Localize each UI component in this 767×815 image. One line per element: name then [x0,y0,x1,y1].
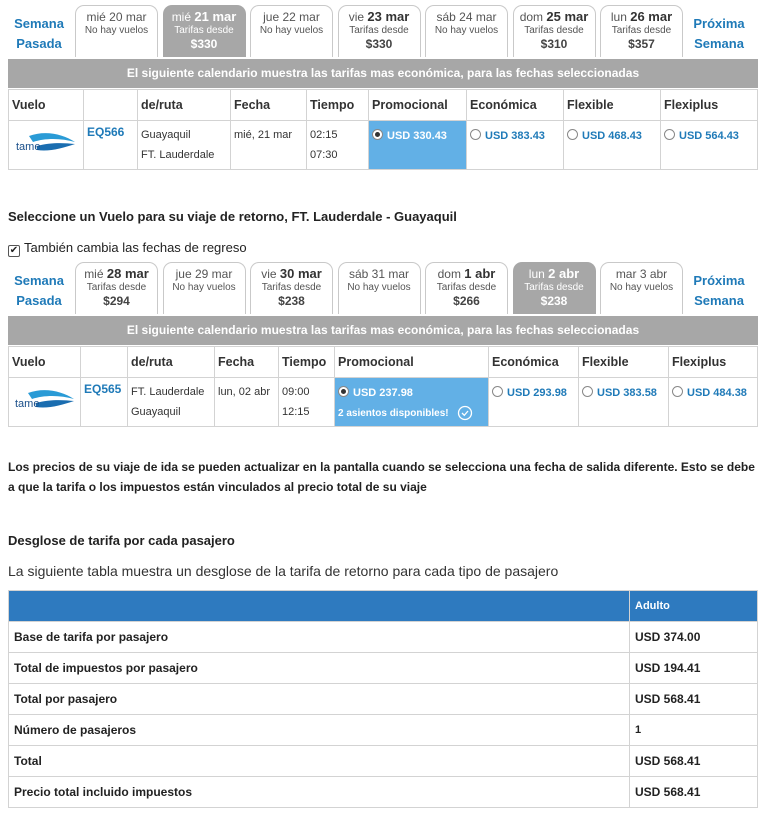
radio-icon[interactable] [664,129,675,140]
tab-date: 23 mar [367,9,410,24]
breakdown-label: Total por pasajero [9,684,630,715]
tab-date: 3 abr [639,267,668,281]
economy-fare-option[interactable]: USD 293.98 [489,378,579,427]
radio-icon[interactable] [492,386,503,397]
tab-day: sáb [348,267,369,281]
tab-status: Tarifas desde [349,25,409,36]
next-week-link[interactable]: Próxima Semana [693,273,745,308]
tab-status: Tarifas desde [261,282,322,293]
breakdown-value: USD 568.41 [630,777,758,808]
tab-date: 20 mar [109,10,147,24]
radio-icon[interactable] [582,386,593,397]
tab-day: vie [348,10,365,24]
flight-number[interactable]: EQ566 [87,125,125,139]
date-tab[interactable] [425,5,508,57]
col-date: Fecha [231,90,307,121]
tab-date: 2 abr [548,266,580,281]
calendar-notice: El siguiente calendario muestra las tarifas mas económica, para las fechas seleccionadas [8,59,758,88]
breakdown-label: Precio total incluido impuestos [9,777,630,808]
radio-icon[interactable] [567,129,578,140]
outbound-date-bar [8,5,758,57]
tab-status: No hay vuelos [609,282,674,293]
return-dates-checkbox[interactable]: ✔ También cambia las fechas de regreso [9,240,247,256]
col-flight: Vuelo [9,90,84,121]
tab-status: Tarifas desde [436,282,497,293]
date-tab[interactable] [600,5,683,57]
col-flexiplus: Flexiplus [661,90,758,121]
flexiplus-fare-option[interactable]: USD 564.43 [661,121,758,170]
tab-status: No hay vuelos [172,282,236,293]
tab-status: Tarifas desde [86,282,147,293]
tab-date: 29 mar [195,267,233,281]
tab-day: mar [615,267,637,281]
tab-status: Tarifas desde [524,282,584,293]
date-tab[interactable] [163,262,246,314]
next-week-link[interactable]: Próxima Semana [693,16,745,51]
flight-date: lun, 02 abr [215,378,279,427]
radio-selected-icon[interactable] [338,386,349,397]
breakdown-label: Base de tarifa por pasajero [9,622,630,653]
price-update-notice: Los precios de su viaje de ida se pueden actualizar en la pantalla cuando se selecciona una fecha de salida diferente. Esto se debe a que la tarifa o los impuestos están vinculados al precio total de su viaje [8,460,755,494]
seats-available: 2 asientos disponibles! [338,407,449,419]
col-economy: Económica [467,90,564,121]
col-flight-number [84,90,138,121]
tab-day: dom [437,267,461,281]
arrive-time: 12:15 [282,406,310,418]
table-row [9,746,758,777]
depart-time: 09:00 [282,386,310,398]
tab-date: 26 mar [630,9,673,24]
date-tab[interactable] [250,262,333,314]
table-header-row [9,90,758,121]
tab-date: 21 mar [194,9,237,24]
col-flexiplus: Flexiplus [669,347,758,378]
col-flexible: Flexible [564,90,661,121]
return-date-bar [8,262,758,314]
flexible-fare-option[interactable]: USD 383.58 [579,378,669,427]
breakdown-label: Total de impuestos por pasajero [9,653,630,684]
tab-price: $357 [628,37,655,51]
arrive-time: 07:30 [310,149,338,161]
table-row [9,684,758,715]
date-tab[interactable] [513,262,596,314]
tab-status: No hay vuelos [347,282,411,293]
date-tab[interactable] [425,262,508,314]
tab-price: $266 [453,294,480,308]
svg-text:tame: tame [14,398,39,410]
return-flight-table [8,346,758,427]
breakdown-header-row [9,591,758,622]
breakdown-value: USD 194.41 [630,653,758,684]
table-row [9,121,758,170]
table-header-row [9,347,758,378]
breakdown-value: USD 568.41 [630,684,758,715]
route-from: FT. Lauderdale [131,386,205,398]
breakdown-label: Número de pasajeros [9,715,630,746]
tab-price: $330 [365,37,393,51]
route-from: Guayaquil [141,129,191,141]
table-row [9,777,758,808]
tab-day: mié [84,267,104,281]
tab-day: sáb [436,10,456,24]
tab-day: jue [175,267,192,281]
outbound-flight-table [8,89,758,170]
tab-price: $294 [103,294,130,308]
date-tab[interactable] [600,262,683,314]
col-route: de/ruta [138,90,231,121]
col-economy: Económica [489,347,579,378]
breakdown-title: Desglose de tarifa por cada pasajero [8,533,235,548]
tab-day: lun [528,267,545,281]
breakdown-subtitle: La siguiente tabla muestra un desglose de la tarifa de retorno para cada tipo de pasajero [8,563,559,579]
tab-day: dom [519,10,544,24]
return-heading: Seleccione un Vuelo para su viaje de retorno, FT. Lauderdale - Guayaquil [8,209,457,224]
date-tab[interactable] [75,262,158,314]
promo-fare-option[interactable]: USD 237.98 2 asientos disponibles! [335,378,489,427]
adult-column-header: Adulto [630,591,758,622]
tab-day: mié [171,10,192,24]
tab-day: lun [610,10,627,24]
col-time: Tiempo [307,90,369,121]
date-tab[interactable] [513,5,596,57]
date-tab[interactable] [338,262,421,314]
airline-logo-cell [9,378,81,427]
tab-price: $238 [540,294,568,308]
calendar-notice: El siguiente calendario muestra las tarifas mas económica, para las fechas seleccionadas [8,316,758,345]
col-time: Tiempo [279,347,335,378]
flight-number[interactable]: EQ565 [84,382,122,396]
date-tab[interactable] [75,5,158,57]
promo-fare-option[interactable]: USD 330.43 [369,121,467,170]
checkbox-checked-icon[interactable]: ✔ [9,245,19,256]
table-row [9,653,758,684]
tab-date: 31 mar [371,267,410,281]
clock-icon [457,405,473,421]
breakdown-value: 1 [630,715,758,746]
breakdown-value: USD 374.00 [630,622,758,653]
flexible-fare-option[interactable]: USD 468.43 [564,121,661,170]
tab-status: No hay vuelos [434,25,499,36]
tab-price: $330 [190,37,218,51]
breakdown-value: USD 568.41 [630,746,758,777]
tab-day: jue [263,10,280,24]
col-promo: Promocional [335,347,489,378]
tab-date: 1 abr [464,266,496,281]
table-row [9,715,758,746]
tab-price: $238 [278,294,305,308]
flexiplus-fare-option[interactable]: USD 484.38 [669,378,758,427]
route-to: FT. Lauderdale [141,149,215,161]
svg-text:tame: tame [16,141,41,153]
col-route: de/ruta [128,347,215,378]
table-row [9,378,758,427]
tab-status: Tarifas desde [611,25,672,36]
fare-breakdown-table [8,590,758,808]
col-promo: Promocional [369,90,467,121]
tab-date: 22 mar [282,10,320,24]
tab-status: Tarifas desde [524,25,584,36]
flight-date: mié, 21 mar [231,121,307,170]
economy-fare-option[interactable]: USD 383.43 [467,121,564,170]
prev-week-link[interactable]: Semana Pasada [14,273,64,308]
prev-week-link[interactable]: Semana Pasada [14,16,64,51]
radio-icon[interactable] [470,129,481,140]
date-tab[interactable] [163,5,246,57]
tab-date: 28 mar [106,266,149,281]
col-flight: Vuelo [9,347,81,378]
date-tab[interactable] [250,5,333,57]
tame-logo-icon [14,385,76,415]
col-flight-number [81,347,128,378]
radio-icon[interactable] [672,386,683,397]
radio-selected-icon[interactable] [372,129,383,140]
col-flexible: Flexible [579,347,669,378]
tab-date: 24 mar [459,10,497,24]
date-tab[interactable] [338,5,421,57]
tab-date: 30 mar [279,266,322,281]
tab-day: vie [261,267,277,281]
tab-date: 25 mar [546,9,589,24]
tab-day: mié [86,10,106,24]
tab-status: No hay vuelos [84,25,149,36]
col-date: Fecha [215,347,279,378]
table-row [9,622,758,653]
breakdown-label: Total [9,746,630,777]
tab-price: $310 [540,37,568,51]
tame-logo-icon [15,128,77,158]
depart-time: 02:15 [310,129,338,141]
tab-status: Tarifas desde [174,25,234,36]
airline-logo-cell [9,121,84,170]
route-to: Guayaquil [131,406,181,418]
tab-status: No hay vuelos [259,25,324,36]
